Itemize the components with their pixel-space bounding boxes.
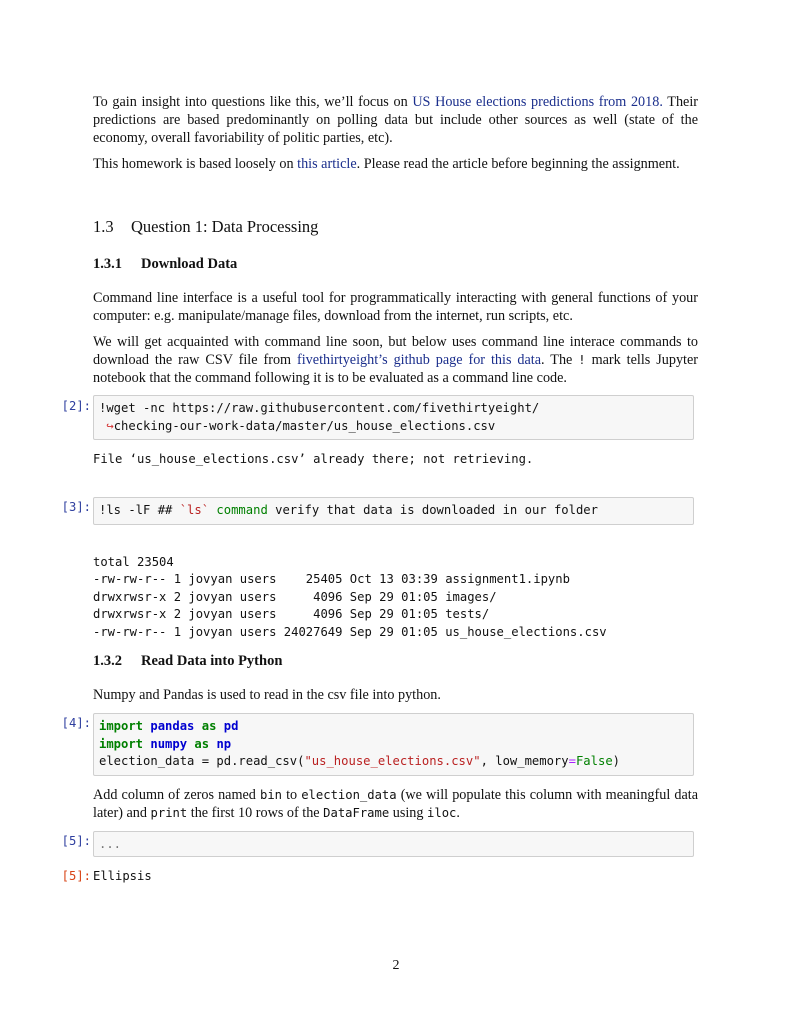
cell-5-line: ... <box>99 837 122 851</box>
cell-4-prompt: [4]: <box>61 716 91 730</box>
p5-text: to <box>282 787 302 803</box>
wrap-arrow-icon: ↪ <box>106 418 114 433</box>
cell-2-line-1: !wget -nc https://raw.githubusercontent.com/fivethirtyeight/ <box>99 401 540 415</box>
cell-3-command-word: command <box>216 503 268 517</box>
intro-paragraph-1 <box>93 93 698 147</box>
equals-op: = <box>568 754 576 768</box>
print-code: print <box>150 806 188 820</box>
cell-5-input[interactable] <box>93 831 694 857</box>
intro-text-cont: Their predictions are based predominantly on polling data but include other sources as well (state of the economy, overall favoriability of politic parties, etc). <box>93 94 699 146</box>
pd-alias: pd <box>223 719 239 733</box>
intro-paragraph-2 <box>93 155 698 173</box>
output-line: drwxrwsr-x 2 jovyan users 4096 Sep 29 01:05 tests/ <box>93 607 490 621</box>
intro-text: To gain insight into questions like this, we’ll focus on <box>93 94 413 110</box>
cell-4-input[interactable] <box>93 713 694 776</box>
fivethirtyeight-github-link[interactable]: fivethirtyeight’s github page for this data <box>297 352 542 368</box>
section-title: Question 1: Data Processing <box>131 217 319 236</box>
p5-text: using <box>389 805 428 821</box>
output-line: -rw-rw-r-- 1 jovyan users 24027649 Sep 29 01:05 us_house_elections.csv <box>93 624 607 639</box>
output-line: drwxrwsr-x 2 jovyan users 4096 Sep 29 01:05 images/ <box>93 589 497 604</box>
subsection-heading-download <box>93 255 237 273</box>
cell-3-line <box>99 502 693 520</box>
bin-code: bin <box>259 788 282 802</box>
election-data-code: election_data <box>301 788 397 802</box>
cell-3-code-a: !ls -lF ## <box>99 503 180 517</box>
cell-4-line-2 <box>99 736 693 754</box>
output-line: total 23504 <box>93 554 174 569</box>
as-keyword: as <box>194 736 210 751</box>
cell-2-line-2 <box>99 418 693 436</box>
cell-2-prompt: [2]: <box>61 399 91 413</box>
add-column-paragraph <box>93 786 698 822</box>
p5-text: Add column of zeros named <box>93 787 260 803</box>
cell-3-code-b: verify that data is downloaded in our folder <box>267 503 598 517</box>
page-number: 2 <box>392 958 400 973</box>
assign-code-b: , low_memory <box>480 754 569 768</box>
cell-5-prompt: [5]: <box>61 834 91 848</box>
subsection-number: 1.3.2 <box>93 653 122 669</box>
download-text: We will get acquainted with command line soon, but below uses command line interace commands to download the raw CSV file from <box>93 334 698 368</box>
subsection-title: Read Data into Python <box>141 653 283 669</box>
numpy-module: numpy <box>150 736 188 751</box>
filename-string: "us_house_elections.csv" <box>304 754 481 768</box>
import-keyword: import <box>99 719 144 733</box>
bang-code: ! <box>578 353 586 367</box>
intro-text-2: This homework is based loosely on <box>93 156 298 172</box>
cell-3-prompt: [3]: <box>61 500 91 514</box>
cli-paragraph: Command line interface is a useful tool for programmatically interacting with general functions of your computer: e.g. manipulate/manage files, download from the internet, run scripts, etc. <box>93 290 698 324</box>
false-literal: False <box>575 754 613 768</box>
cell-2-input[interactable] <box>93 395 694 440</box>
cell-4-line-1 <box>99 718 693 736</box>
intro-text-2-cont: . Please read the article before beginning the assignment. <box>356 156 680 172</box>
cell-3-output <box>93 536 607 641</box>
p5-text: . <box>456 805 460 821</box>
output-line: -rw-rw-r-- 1 jovyan users 25405 Oct 13 03:39 assignment1.ipynb <box>93 572 570 586</box>
subsection-number: 1.3.1 <box>93 256 122 272</box>
download-text-end: mark tells Jupyter notebook that the command following it is to be evaluated as a command line code. <box>93 352 698 386</box>
close-paren: ) <box>612 754 620 768</box>
download-text-mid: . The <box>541 352 579 368</box>
numpy-pandas-paragraph: Numpy and Pandas is used to read in the csv file into python. <box>93 687 441 703</box>
as-keyword: as <box>201 719 217 733</box>
us-house-predictions-link[interactable]: US House elections predictions from 2018. <box>412 94 663 110</box>
cell-2-line-2-text: checking-our-work-data/master/us_house_elections.csv <box>113 418 496 433</box>
cell-2-output: File ‘us_house_elections.csv’ already there; not retrieving. <box>93 452 534 466</box>
dataframe-code: DataFrame <box>323 806 390 820</box>
subsection-heading-read <box>93 652 282 670</box>
np-alias: np <box>216 736 232 751</box>
cell-5-out-prompt: [5]: <box>61 869 91 883</box>
assign-code: election_data = pd.read_csv( <box>99 754 305 768</box>
section-number: 1.3 <box>93 217 114 236</box>
download-paragraph <box>93 333 698 387</box>
p5-text: (we will populate this column with meaningful data later) and <box>93 787 698 821</box>
cell-3-backtick: `ls` <box>179 503 210 517</box>
p5-text: the first 10 rows of the <box>187 805 324 821</box>
cell-5-output: Ellipsis <box>93 869 152 883</box>
this-article-link[interactable]: this article <box>297 156 357 172</box>
cell-4-line-3 <box>99 753 693 771</box>
section-heading <box>93 218 318 236</box>
cell-3-input[interactable] <box>93 497 694 525</box>
import-keyword: import <box>99 736 144 751</box>
pandas-module: pandas <box>150 719 195 733</box>
subsection-title: Download Data <box>141 256 238 272</box>
iloc-code: iloc <box>427 806 457 820</box>
